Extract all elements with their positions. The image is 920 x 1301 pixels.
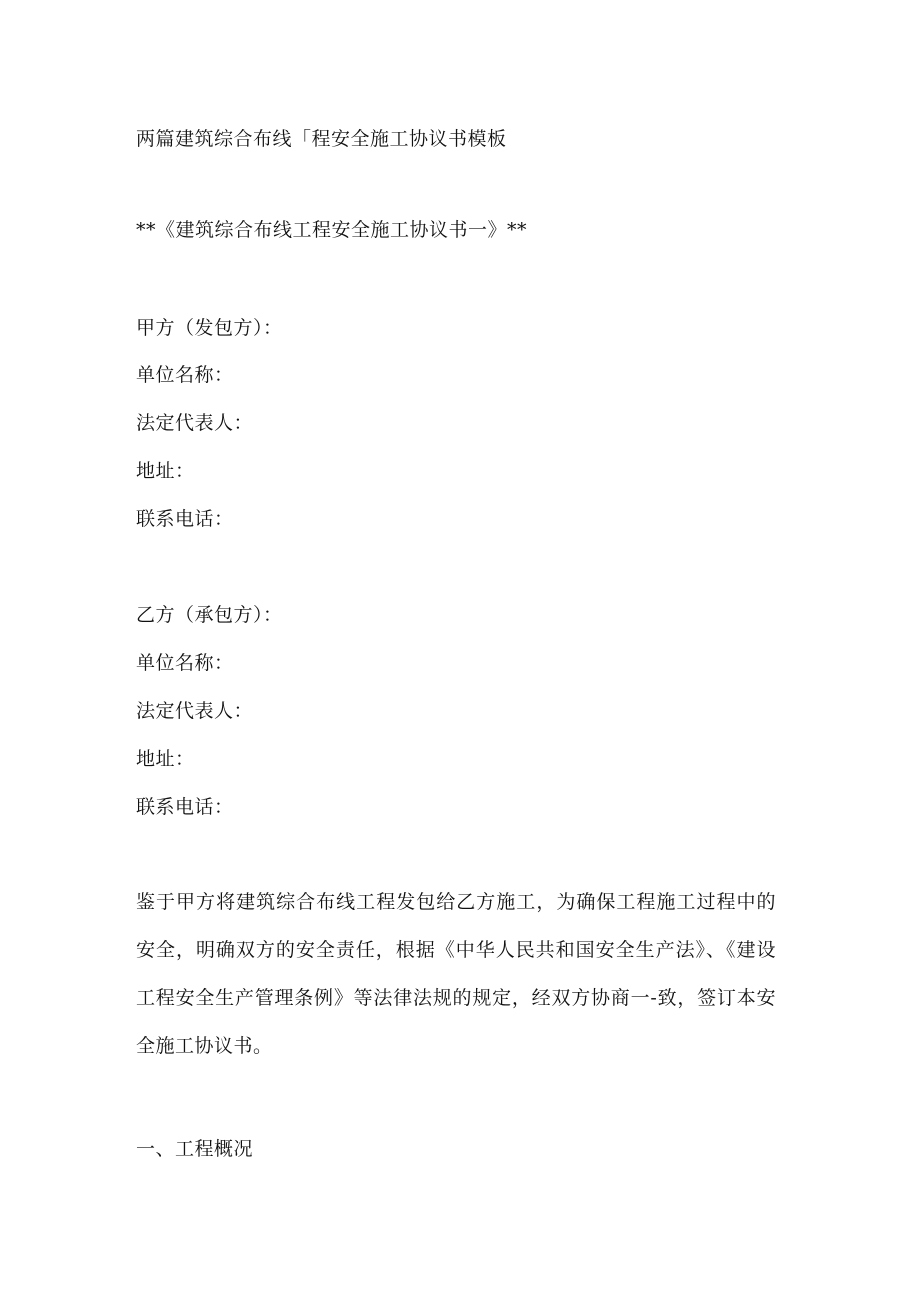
party-a-phone-label: 联系电话： xyxy=(136,508,234,530)
party-a-heading: 甲方（发包方）： xyxy=(136,317,283,339)
section-heading-project-overview: 一、工程概况 xyxy=(136,1138,254,1160)
party-a-rep-label: 法定代表人： xyxy=(136,412,254,434)
agreement-subtitle: **《建筑综合布线工程安全施工协议书一》** xyxy=(136,219,528,241)
party-a-name-label: 单位名称： xyxy=(136,364,234,386)
preamble-paragraph: 鉴于甲方将建筑综合布线工程发包给乙方施工，为确保工程施工过程中的安全，明确双方的安全责任，根据《中华人民共和国安全生产法》、《建设工程安全生产管理条例》等法律法规的规定，经双方协商一-致，签订本安全施工协议书。 xyxy=(136,891,776,1057)
party-a-address-label: 地址： xyxy=(136,460,195,482)
party-b-address-label: 地址： xyxy=(136,748,195,770)
party-b-rep-label: 法定代表人： xyxy=(136,700,254,722)
party-b-heading: 乙方（承包方）： xyxy=(136,604,283,626)
party-b-phone-label: 联系电话： xyxy=(136,796,234,818)
document-title: 两篇建筑综合布线「程安全施工协议书模板 xyxy=(136,128,507,150)
party-b-name-label: 单位名称： xyxy=(136,652,234,674)
